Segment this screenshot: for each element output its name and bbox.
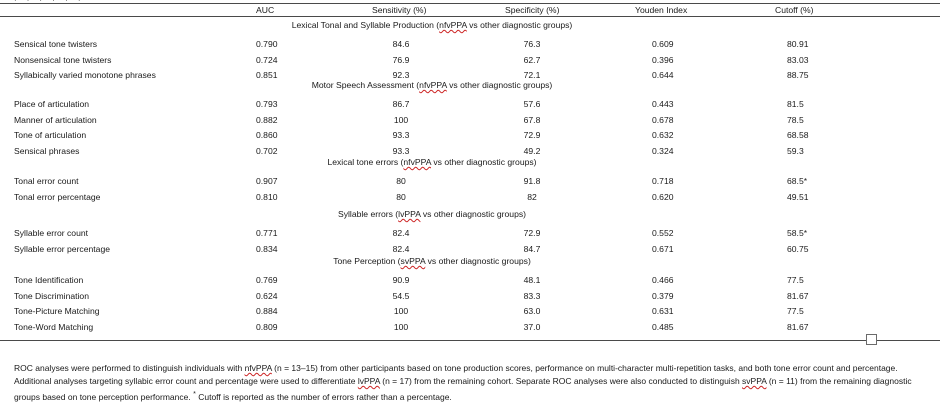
section-group-name: nfvPPA	[403, 157, 431, 167]
youden-value: 0.671	[652, 243, 674, 254]
sensitivity-value: 76.9	[392, 54, 410, 65]
auc-value: 0.809	[256, 321, 278, 332]
auc-value: 0.724	[256, 54, 278, 65]
youden-value: 0.466	[652, 275, 674, 285]
row-label: Syllable error percentage	[14, 243, 111, 254]
specificity-value: 48.1	[523, 275, 541, 285]
cutoff-value: 60.75	[787, 243, 809, 254]
section-title: Tone Perception (svPPA vs other diagnostic groups)	[333, 256, 531, 266]
specificity-value: 76.3	[523, 39, 541, 49]
row-label: Sensical phrases	[14, 145, 80, 156]
header-auc: AUC	[256, 5, 275, 15]
sensitivity-value: 100	[393, 306, 409, 316]
caption-group-lvppa: lvPPA	[357, 376, 380, 386]
cutoff-value: 81.67	[787, 290, 809, 301]
specificity-value: 49.2	[523, 145, 541, 156]
cutoff-value: 81.5	[787, 99, 804, 109]
auc-value: 0.769	[256, 275, 278, 285]
section-title: Lexical tone errors (nfvPPA vs other diagnostic groups)	[327, 157, 537, 167]
youden-value: 0.396	[652, 54, 674, 65]
cutoff-value: 80.91	[787, 39, 809, 49]
specificity-value: 72.1	[523, 70, 541, 80]
auc-value: 0.771	[256, 228, 278, 238]
header-sensitivity: Sensitivity (%)	[372, 5, 427, 15]
youden-value: 0.324	[652, 145, 674, 156]
section-group-name: nfvPPA	[439, 20, 467, 30]
sensitivity-value: 84.6	[392, 39, 410, 49]
cutoff-value: 59.3	[787, 145, 804, 156]
specificity-value: 83.3	[523, 290, 541, 301]
row-label: Tone-Picture Matching	[14, 306, 100, 316]
row-label: Nonsensical tone twisters	[14, 54, 112, 65]
sensitivity-value: 90.9	[392, 275, 410, 285]
section-title: Motor Speech Assessment (nfvPPA vs other diagnostic groups)	[311, 80, 553, 90]
section-title: Syllable errors (lvPPA vs other diagnostic groups)	[337, 209, 527, 219]
auc-value: 0.790	[256, 39, 278, 49]
header-specificity: Specificity (%)	[505, 5, 560, 15]
row-label: Syllable error count	[14, 228, 89, 238]
row-label: Syllabically varied monotone phrases	[14, 70, 156, 80]
auc-value: 0.702	[256, 145, 278, 156]
table-caption	[14, 362, 934, 404]
auc-value: 0.884	[256, 306, 278, 316]
youden-value: 0.443	[652, 99, 674, 109]
youden-value: 0.644	[652, 70, 674, 80]
section-group-name: nfvPPA	[419, 80, 447, 90]
sensitivity-value: 86.7	[392, 99, 410, 109]
section-title: Lexical Tonal and Syllable Production (nfvPPA vs other diagnostic groups)	[291, 20, 573, 30]
sensitivity-value: 82.4	[392, 243, 410, 254]
cutoff-value: 88.75	[787, 70, 809, 80]
specificity-value: 91.8	[523, 176, 541, 186]
header-youden: Youden Index	[635, 5, 688, 15]
table-resize-handle[interactable]	[866, 334, 877, 345]
section-group-name: svPPA	[400, 256, 426, 266]
caption-group-svppa: svPPA	[742, 376, 767, 386]
youden-value: 0.620	[652, 191, 674, 202]
auc-value: 0.834	[256, 243, 278, 254]
specificity-value: 67.8	[523, 114, 541, 125]
row-label: Tone Discrimination	[14, 290, 89, 301]
auc-value: 0.860	[256, 130, 278, 140]
specificity-value: 57.6	[523, 99, 541, 109]
cutoff-value: 68.58	[787, 130, 809, 140]
sensitivity-value: 93.3	[392, 130, 410, 140]
cutoff-value: 77.5	[787, 306, 804, 316]
sensitivity-value: 100	[393, 114, 409, 125]
row-label: Tone of articulation	[14, 130, 87, 140]
auc-value: 0.793	[256, 99, 278, 109]
auc-value: 0.810	[256, 191, 278, 202]
table-top-rule	[0, 3, 940, 4]
cutoff-value: 78.5	[787, 114, 804, 125]
cutoff-value: 49.51	[787, 191, 809, 202]
specificity-value: 63.0	[523, 306, 541, 316]
youden-value: 0.379	[652, 290, 674, 301]
table-bottom-rule	[0, 340, 940, 341]
youden-value: 0.552	[652, 228, 674, 238]
row-label: Tone Identification	[14, 275, 84, 285]
auc-value: 0.882	[256, 114, 278, 125]
sensitivity-value: 100	[393, 321, 409, 332]
auc-value: 0.851	[256, 70, 278, 80]
cutoff-value: 77.5	[787, 275, 804, 285]
caption-asterisk: *	[193, 390, 196, 398]
sensitivity-value: 92.3	[392, 70, 410, 80]
sensitivity-value: 54.5	[392, 290, 410, 301]
row-label: Place of articulation	[14, 99, 89, 109]
sensitivity-value: 82.4	[392, 228, 410, 238]
sensitivity-value: 80	[396, 191, 406, 202]
auc-value: 0.624	[256, 290, 278, 301]
specificity-value: 82	[527, 191, 537, 202]
specificity-value: 62.7	[523, 54, 541, 65]
auc-value: 0.907	[256, 176, 278, 186]
specificity-value: 37.0	[523, 321, 541, 332]
youden-value: 0.485	[652, 321, 674, 332]
caption-text: ROC analyses were performed to distinguish individuals with nfvPPA (n = 13–15) from other participants based on tone production scores, performance on multi-character multi-repetition tasks, and both tone error count and percentage. Additional analyses targeting syllabic error count and percentage were used to differentiate lvPPA (n = 17) from the remaining cohort. Separate ROC analyses were also conducted to distinguish svPPA (n = 11) from the remaining diagnostic groups based on tone perception performance. * Cutoff is reported as the number of errors rather than a percentage.	[14, 363, 912, 402]
row-label: Sensical tone twisters	[14, 39, 98, 49]
youden-value: 0.678	[652, 114, 674, 125]
cutoff-value: 68.5*	[787, 176, 808, 186]
cutoff-value: 83.03	[787, 54, 809, 65]
sensitivity-value: 93.3	[392, 145, 410, 156]
caption-group-nfvppa: nfvPPA	[244, 363, 272, 373]
row-label: Tonal error percentage	[14, 191, 101, 202]
header-cutoff: Cutoff (%)	[775, 5, 814, 15]
specificity-value: 84.7	[523, 243, 541, 254]
cutoff-value: 58.5*	[787, 228, 808, 238]
youden-value: 0.609	[652, 39, 674, 49]
specificity-value: 72.9	[523, 130, 541, 140]
section-group-name: lvPPA	[398, 209, 421, 219]
row-label: Manner of articulation	[14, 114, 97, 125]
row-label: Tone-Word Matching	[14, 321, 94, 332]
cutoff-value: 81.67	[787, 321, 809, 332]
row-label: Tonal error count	[14, 176, 79, 186]
specificity-value: 72.9	[523, 228, 541, 238]
youden-value: 0.631	[652, 306, 674, 316]
sensitivity-value: 80	[396, 176, 406, 186]
youden-value: 0.718	[652, 176, 674, 186]
header-rule	[0, 16, 940, 17]
youden-value: 0.632	[652, 130, 674, 140]
